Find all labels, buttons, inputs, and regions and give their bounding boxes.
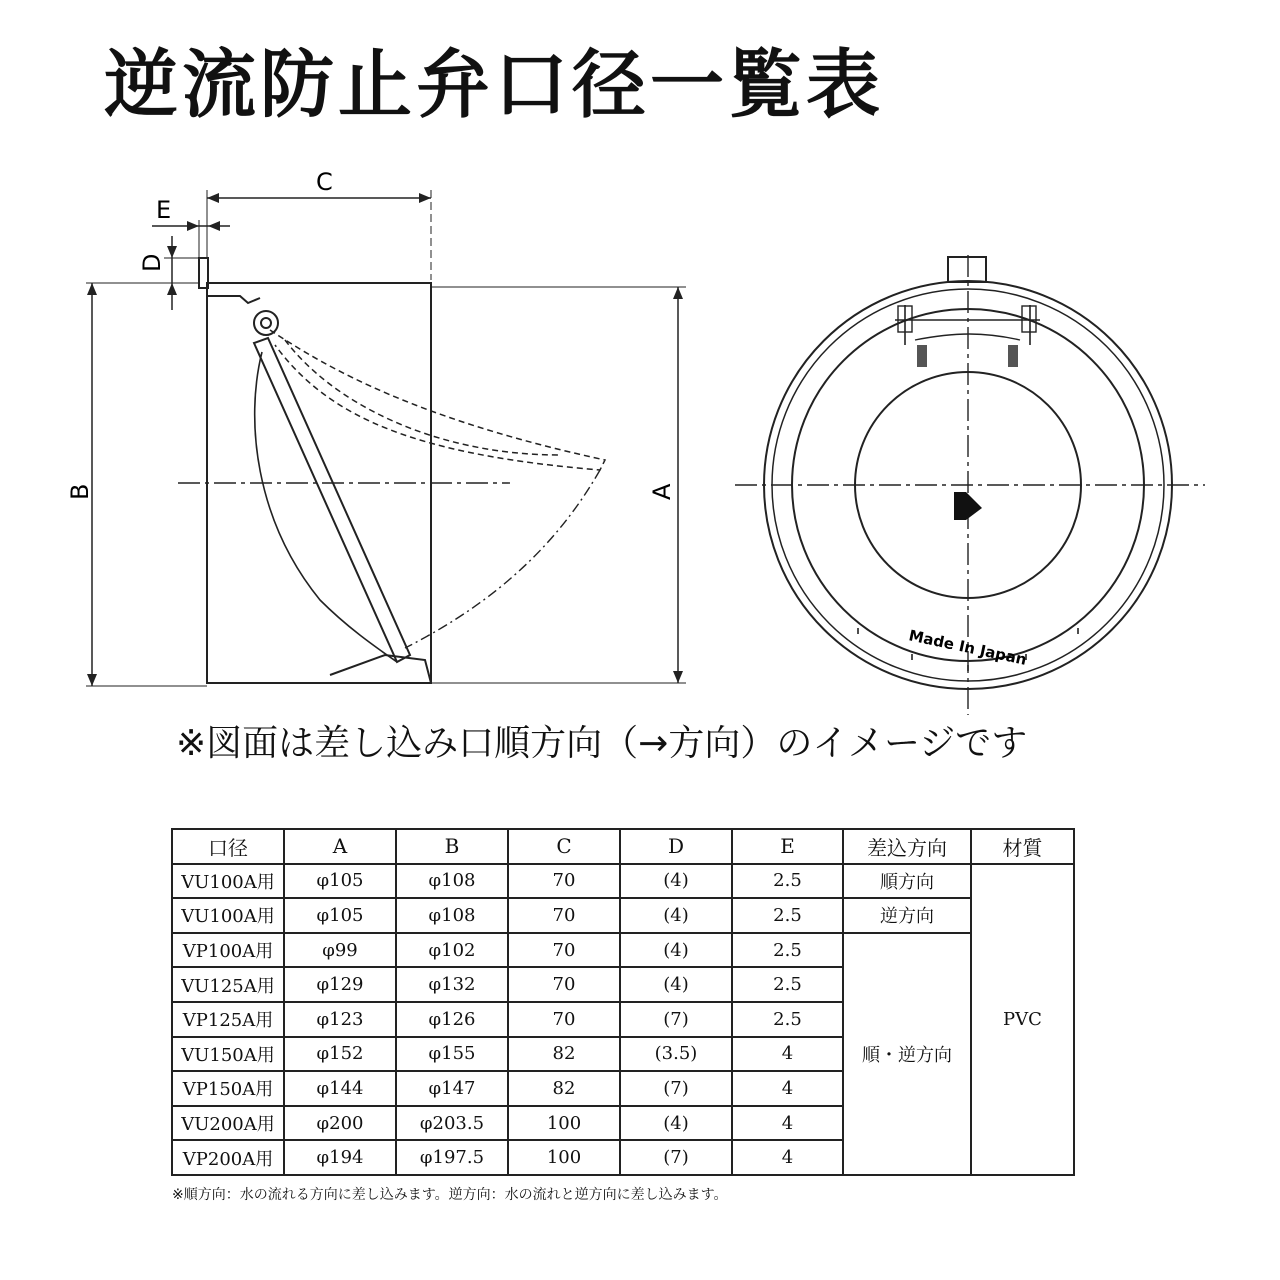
- cell-c: 70: [508, 967, 620, 1002]
- cell-d: (4): [620, 967, 732, 1002]
- table-row: [172, 933, 1074, 968]
- top-tab: [948, 257, 986, 282]
- cell-b: φ197.5: [396, 1140, 508, 1175]
- cell-b: φ147: [396, 1071, 508, 1106]
- dim-label-c: C: [316, 168, 333, 196]
- cell-a: φ200: [284, 1106, 396, 1141]
- cell-d: (7): [620, 1140, 732, 1175]
- spec-table: [171, 828, 1075, 1176]
- cell-size: VU200A用: [172, 1106, 284, 1141]
- dim-label-a: A: [648, 483, 676, 500]
- cell-a: φ105: [284, 864, 396, 899]
- cell-size: VP100A用: [172, 933, 284, 968]
- cell-size: VU100A用: [172, 864, 284, 899]
- header-b: B: [396, 829, 508, 864]
- cell-a: φ194: [284, 1140, 396, 1175]
- cell-a: φ105: [284, 898, 396, 933]
- dim-label-d: D: [138, 253, 166, 272]
- cell-d: (3.5): [620, 1037, 732, 1072]
- table-row: [172, 864, 1074, 899]
- cell-b: φ102: [396, 933, 508, 968]
- header-c: C: [508, 829, 620, 864]
- header-size: 口径: [172, 829, 284, 864]
- header-direction: 差込方向: [843, 829, 971, 864]
- cell-size: VP200A用: [172, 1140, 284, 1175]
- cell-e: 2.5: [732, 898, 843, 933]
- cell-e: 2.5: [732, 933, 843, 968]
- cell-size: VU125A用: [172, 967, 284, 1002]
- cell-d: (7): [620, 1002, 732, 1037]
- emboss-text: Made In Japan: [907, 626, 1029, 669]
- cell-size: VP150A用: [172, 1071, 284, 1106]
- cell-size: VU150A用: [172, 1037, 284, 1072]
- cell-a: φ123: [284, 1002, 396, 1037]
- cell-direction: 逆方向: [843, 898, 971, 933]
- cell-e: 2.5: [732, 1002, 843, 1037]
- header-d: D: [620, 829, 732, 864]
- logo-mark: [954, 492, 982, 520]
- footnote: ※順方向：水の流れる方向に差し込みます。逆方向：水の流れと逆方向に差し込みます。: [172, 1187, 728, 1203]
- cell-material: PVC: [971, 864, 1074, 1175]
- cell-c: 100: [508, 1140, 620, 1175]
- table-header-row: [172, 829, 1074, 864]
- seal-left: [917, 345, 927, 367]
- cell-c: 100: [508, 1106, 620, 1141]
- cell-d: (4): [620, 864, 732, 899]
- top-seat: [207, 296, 260, 303]
- swing-arc: [405, 470, 600, 648]
- cell-direction: 順・逆方向: [843, 933, 971, 1175]
- cell-a: φ129: [284, 967, 396, 1002]
- cell-b: φ203.5: [396, 1106, 508, 1141]
- cell-d: (4): [620, 898, 732, 933]
- cell-b: φ132: [396, 967, 508, 1002]
- cell-e: 2.5: [732, 967, 843, 1002]
- flap-open-outline: [270, 330, 605, 470]
- cell-b: φ155: [396, 1037, 508, 1072]
- hinge-pin-center: [261, 318, 271, 328]
- flap-open-inner: [285, 340, 560, 455]
- cell-b: φ108: [396, 864, 508, 899]
- cell-e: 4: [732, 1140, 843, 1175]
- cell-b: φ126: [396, 1002, 508, 1037]
- cell-direction: 順方向: [843, 864, 971, 899]
- cell-a: φ152: [284, 1037, 396, 1072]
- cell-e: 4: [732, 1106, 843, 1141]
- cell-e: 2.5: [732, 864, 843, 899]
- header-a: A: [284, 829, 396, 864]
- bottom-seat: [330, 655, 431, 683]
- header-e: E: [732, 829, 843, 864]
- cell-size: VP125A用: [172, 1002, 284, 1037]
- dim-label-b: B: [66, 483, 94, 500]
- header-material: 材質: [971, 829, 1074, 864]
- cell-c: 70: [508, 898, 620, 933]
- flap-closed: [254, 338, 410, 662]
- cell-d: (7): [620, 1071, 732, 1106]
- drawing-note: ※図面は差し込み口順方向（→方向）のイメージです: [176, 723, 1028, 764]
- table-row: [172, 898, 1074, 933]
- dim-label-e: E: [156, 196, 172, 224]
- seal-right: [1008, 345, 1018, 367]
- cell-c: 70: [508, 933, 620, 968]
- cell-d: (4): [620, 933, 732, 968]
- page-title: 逆流防止弁口径一覧表: [104, 42, 884, 128]
- cell-c: 82: [508, 1071, 620, 1106]
- cell-d: (4): [620, 1106, 732, 1141]
- cell-a: φ144: [284, 1071, 396, 1106]
- cell-a: φ99: [284, 933, 396, 968]
- cell-c: 70: [508, 864, 620, 899]
- cell-size: VU100A用: [172, 898, 284, 933]
- cell-c: 70: [508, 1002, 620, 1037]
- hinge-pin: [254, 311, 278, 335]
- cell-e: 4: [732, 1071, 843, 1106]
- cell-e: 4: [732, 1037, 843, 1072]
- cell-b: φ108: [396, 898, 508, 933]
- cell-c: 82: [508, 1037, 620, 1072]
